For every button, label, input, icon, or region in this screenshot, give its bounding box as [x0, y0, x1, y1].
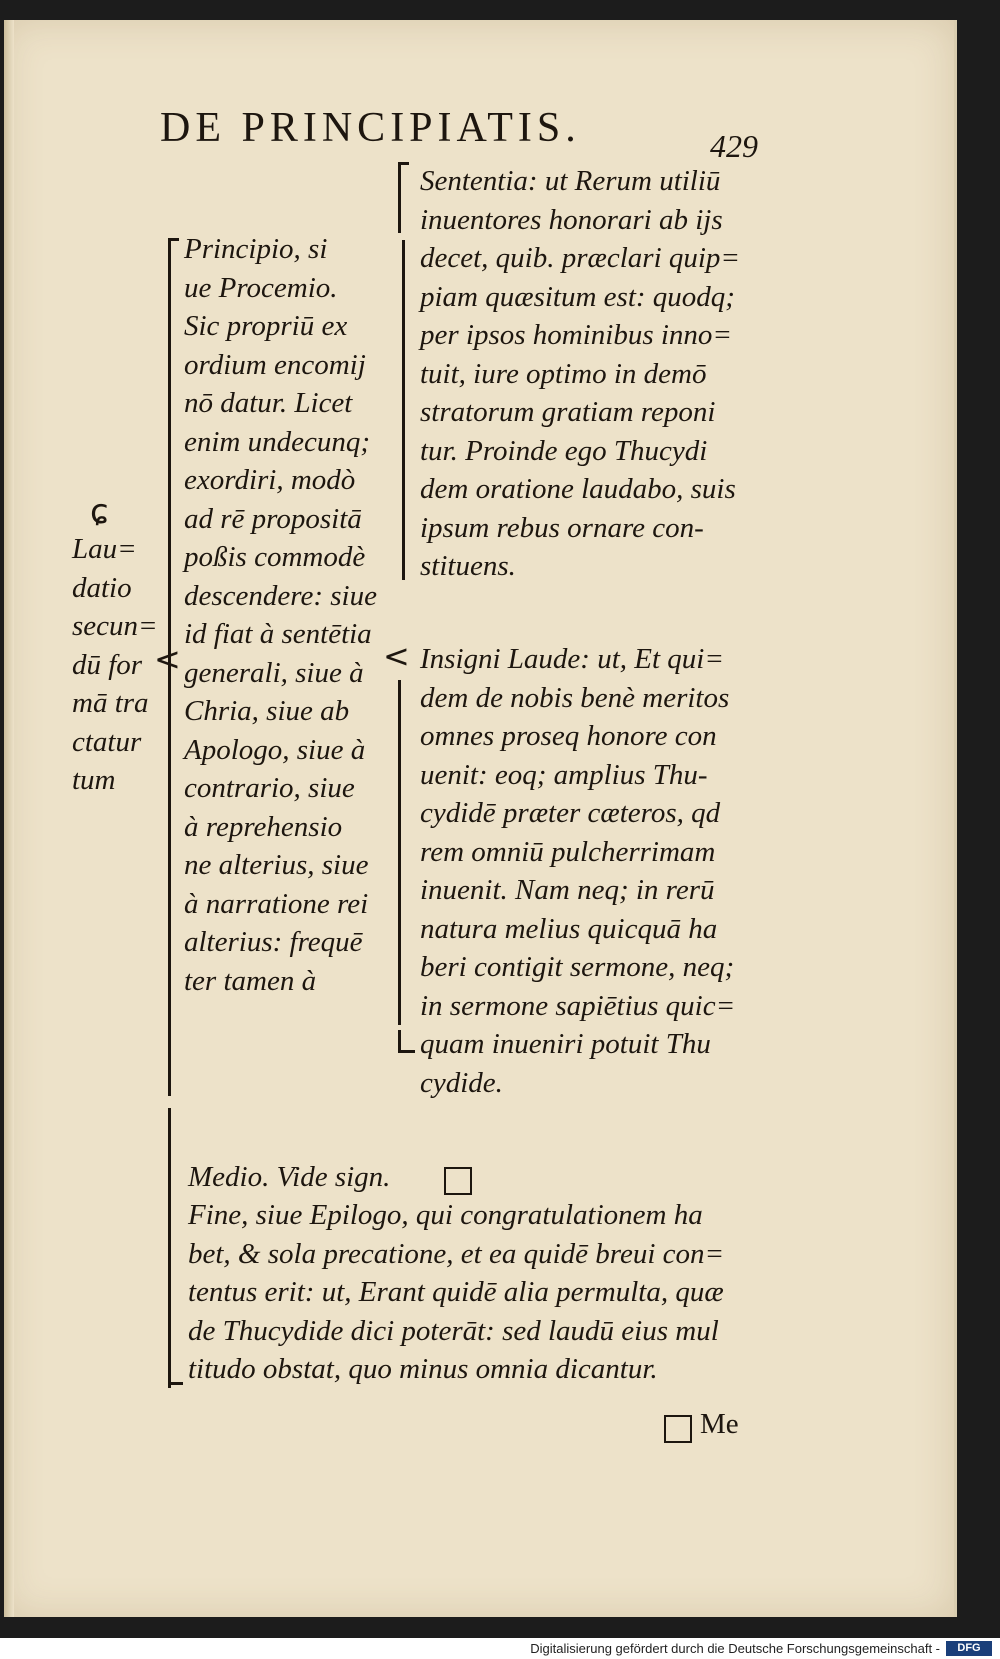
inner-brace-point-icon: <: [383, 637, 410, 675]
side_note-line: datio: [72, 571, 132, 604]
principium-line: ue Procemio.: [184, 271, 338, 304]
sententia-bracket-top: [398, 162, 409, 233]
fine-text: [188, 1196, 724, 1389]
insigni-line: inuenit. Nam neq; in rerū: [420, 874, 715, 906]
principium-line: Principio, si: [184, 233, 328, 265]
digitization-footer: Digitalisierung gefördert durch die Deutsche Forschungsgemeinschaft -: [0, 1638, 1000, 1659]
medio-text: Medio. Vide sign.: [188, 1161, 391, 1193]
side_note-line: tum: [72, 764, 116, 796]
principium-line: ter tamen à: [184, 964, 317, 997]
principium-line: Sic propriū ex: [184, 310, 348, 342]
principium-text: [184, 230, 377, 1000]
dfg-logo: DFG: [946, 1641, 992, 1656]
insigni-line: cydide.: [420, 1066, 503, 1099]
insigni-line: uenit: eoq; amplius Thu-: [420, 758, 708, 791]
sententia-line: ipsum rebus ornare con-: [420, 511, 704, 544]
principium-line: ad rē propositā: [184, 502, 362, 535]
fine-line: tentus erit: ut, Erant quidē alia permulta, quæ: [188, 1276, 724, 1308]
sententia-bracket: [402, 240, 405, 580]
sententia-line: dem oratione laudabo, suis: [420, 473, 736, 505]
fine-line: titudo obstat, quo minus omnia dicantur.: [188, 1353, 658, 1385]
insigni-line: quam inueniri potuit Thu: [420, 1028, 711, 1060]
sententia-line: piam quæsitum est: quodq;: [420, 280, 735, 313]
sententia-line: per ipsos hominibus inno=: [420, 319, 733, 351]
marginal-symbol-icon: ɕ: [90, 492, 109, 532]
principium-line: à narratione rei: [184, 887, 369, 920]
principium-line: à reprehensio: [184, 810, 343, 843]
fine-bracket-end: [168, 1362, 183, 1385]
principium-line: descendere: siue: [184, 579, 377, 612]
insigni-line: in sermone sapiētius quic=: [420, 989, 736, 1022]
principium-line: ne alterius, siue: [184, 849, 369, 881]
fine-line: Fine, siue Epilogo, qui congratulationem ha: [188, 1199, 703, 1231]
fine-line: de Thucydide dici poterāt: sed laudū eius mul: [188, 1314, 719, 1347]
side-note: [72, 530, 158, 800]
side_note-line: dū for: [72, 648, 143, 681]
sententia-line: stituens.: [420, 550, 516, 582]
sententia-line: stratorum gratiam reponi: [420, 396, 716, 428]
sententia-line: tuit, iure optimo in demō: [420, 357, 707, 390]
principium-line: enim undecunq;: [184, 425, 371, 458]
insigni-line: dem de nobis benè meritos: [420, 681, 730, 714]
brace-point-icon: <: [154, 640, 181, 678]
catchword-box-icon: [664, 1415, 692, 1443]
principium-line: poßis commodè: [184, 541, 366, 573]
sententia-line: Sententia: ut Rerum utiliū: [420, 165, 721, 197]
insigni-bracket-end: [398, 1030, 415, 1053]
side_note-line: Lau=: [72, 533, 137, 565]
principium-line: contrario, siue: [184, 772, 355, 804]
principium-line: Apologo, siue à: [184, 733, 366, 766]
principium-line: alterius: frequē: [184, 926, 363, 958]
insigni-line: beri contigit sermone, neq;: [420, 951, 735, 983]
principium-line: ordium encomij: [184, 348, 366, 381]
sententia-line: inuentores honorari ab ijs: [420, 203, 723, 236]
side_note-line: mā tra: [72, 687, 149, 719]
principium-line: generali, siue à: [184, 656, 364, 689]
insigni-line: cydidē præter cæteros, qd: [420, 797, 721, 829]
principium-line: Chria, siue ab: [184, 695, 350, 727]
insigni-line: natura melius quicquā ha: [420, 912, 718, 945]
sign-box-icon: [444, 1167, 472, 1195]
insigni-line: omnes proseq honore con: [420, 720, 717, 752]
sententia-line: tur. Proinde ego Thucydi: [420, 434, 708, 467]
sententia-text: [420, 162, 740, 586]
side_note-line: secun=: [72, 610, 158, 642]
fine-line: bet, & sola precatione, et ea quidē breui con=: [188, 1237, 725, 1270]
catchword: Me: [700, 1408, 739, 1440]
side_note-line: ctatur: [72, 725, 142, 758]
principium-line: exordiri, modò: [184, 464, 356, 496]
sententia-line: decet, quib. præclari quip=: [420, 242, 741, 274]
fine-bracket: [168, 1108, 171, 1388]
principium-line: id fiat à sentētia: [184, 618, 372, 650]
principium-line: nō datur. Licet: [184, 387, 353, 419]
running-head: DE PRINCIPIATIS.: [160, 105, 581, 151]
insigni-line: Insigni Laude: ut, Et qui=: [420, 643, 724, 675]
page-number: 429: [710, 128, 758, 164]
insigni-bracket: [398, 680, 401, 1025]
page-gutter: [4, 20, 14, 1617]
insigni-line: rem omniū pulcherrimam: [420, 835, 716, 868]
insigni-text: [420, 640, 735, 1102]
